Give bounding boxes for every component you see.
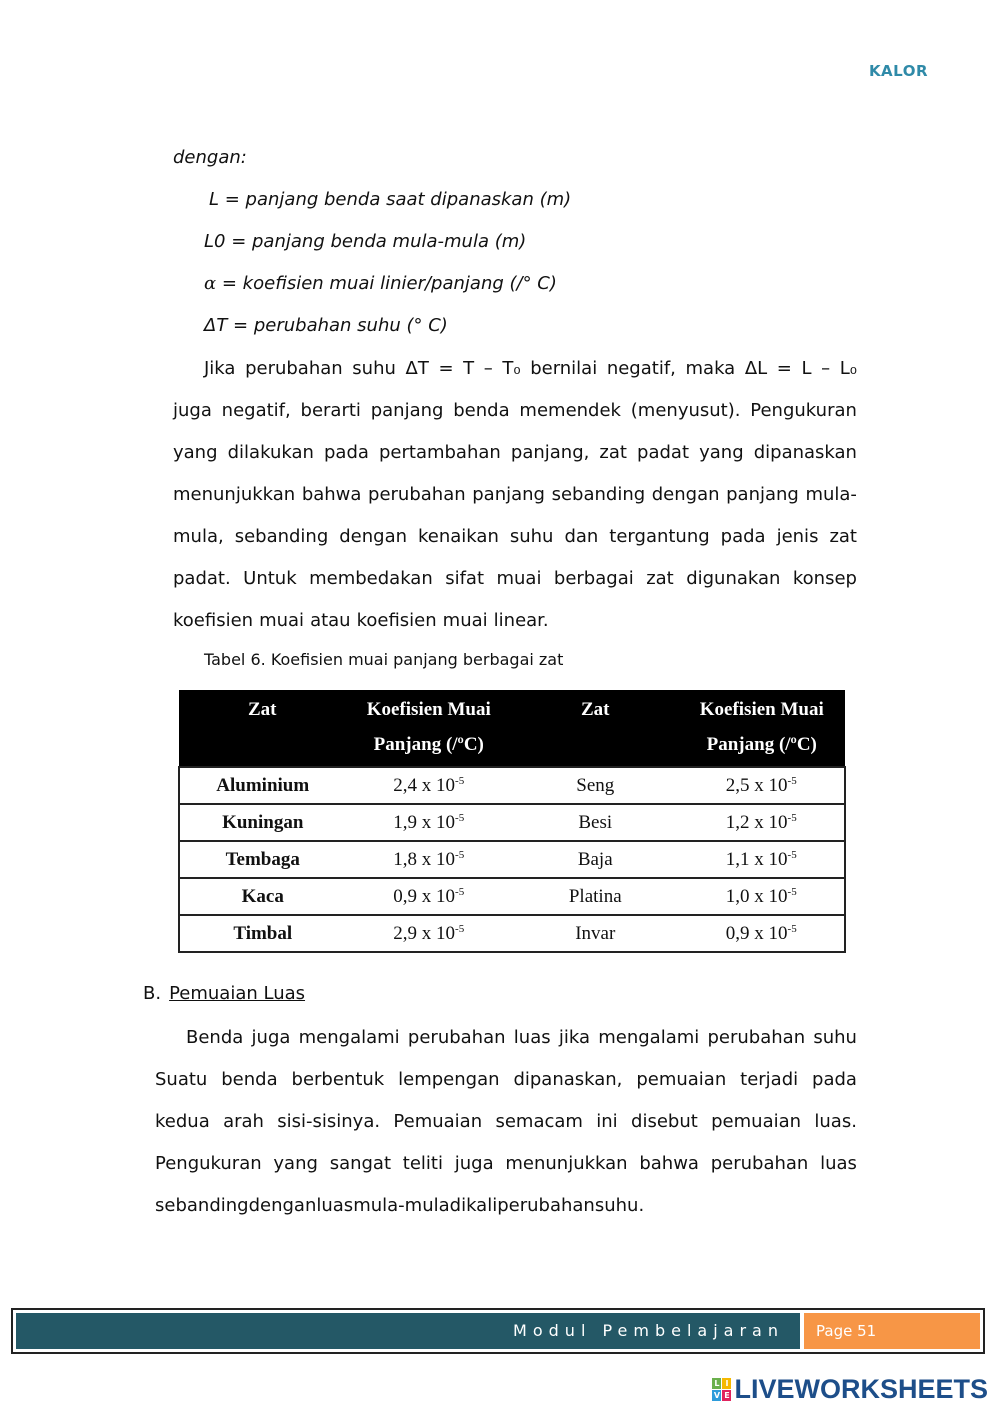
definition-item — [204, 263, 557, 305]
word: dikali — [449, 1195, 498, 1216]
word: terjadi — [740, 1069, 799, 1090]
paragraph-line — [173, 348, 857, 390]
header-zat-2 — [512, 690, 679, 767]
exponent: -5 — [787, 848, 797, 861]
word: negatif, — [221, 400, 291, 421]
table-row — [179, 767, 845, 804]
section-marker: B. — [143, 983, 162, 1004]
word: ΔT — [405, 358, 429, 379]
word: tergantung — [609, 526, 710, 547]
paragraph-line — [173, 558, 857, 600]
header-text: Panjang (/ºC) — [373, 734, 484, 755]
word: – — [483, 358, 493, 379]
word: = — [438, 358, 454, 379]
exponent: -5 — [455, 848, 465, 861]
word: sebanding — [234, 526, 329, 547]
word: panjang — [726, 484, 799, 505]
zat-cell — [179, 841, 346, 878]
word: negatif, — [606, 358, 676, 379]
paragraph-area-expansion — [155, 1017, 857, 1227]
exponent: -5 — [455, 885, 465, 898]
word: (menyusut). — [630, 400, 741, 421]
coefficient-cell — [679, 841, 846, 878]
word: Pengukuran — [750, 400, 857, 421]
header-text: Zat — [248, 699, 277, 720]
word: benda — [221, 1069, 278, 1090]
word: menunjukkan — [505, 1153, 628, 1174]
word: sisi-sisinya. — [277, 1111, 381, 1132]
zat-cell — [512, 804, 679, 841]
zat-cell-text: Tembaga — [225, 848, 300, 870]
coefficient-cell-text: 1,9 x 10 — [393, 811, 456, 833]
zat-cell — [179, 878, 346, 915]
exponent: -5 — [787, 774, 797, 787]
word: juga — [454, 1153, 494, 1174]
zat-cell — [512, 878, 679, 915]
coefficient-cell-text: 2,4 x 10 — [393, 774, 456, 796]
word: suhu — [813, 1027, 857, 1048]
logo-letter: V — [713, 1391, 721, 1400]
coefficient-cell-text: 1,8 x 10 — [393, 848, 456, 870]
word: mengalami — [598, 1027, 700, 1048]
word: atau — [310, 610, 351, 631]
paragraph-line — [155, 1101, 857, 1143]
paragraph-linear-expansion — [173, 348, 857, 642]
zat-cell-text: Kaca — [241, 885, 284, 907]
word: bahwa — [639, 1153, 699, 1174]
word: panjang — [370, 400, 444, 421]
word: pertambahan — [378, 442, 501, 463]
zat-cell — [179, 767, 346, 804]
word: Pemuaian — [393, 1111, 483, 1132]
coefficient-cell-text: 1,0 x 10 — [725, 885, 788, 907]
paragraph-line — [173, 474, 857, 516]
exponent: -5 — [455, 922, 465, 935]
coefficient-cell — [346, 804, 513, 841]
coefficient-cell-text: 0,9 x 10 — [725, 922, 788, 944]
word: sangat — [329, 1153, 392, 1174]
word: muai — [442, 610, 488, 631]
word: memendek — [519, 400, 621, 421]
paragraph-line — [155, 1185, 857, 1227]
zat-cell-text: Timbal — [233, 922, 293, 944]
zat-cell — [512, 767, 679, 804]
word: juga — [173, 400, 212, 421]
word: linear. — [493, 610, 549, 631]
zat-cell — [179, 804, 346, 841]
logo-letter: L — [714, 1379, 720, 1388]
word: disebut — [631, 1111, 698, 1132]
word: berbagai — [553, 568, 634, 589]
word: perubahan — [407, 1027, 506, 1048]
definition-text: = perubahan suhu (° C) — [227, 315, 448, 336]
header-text: Koefisien Muai — [366, 699, 491, 720]
word: luas. — [814, 1111, 857, 1132]
word: dengan — [651, 484, 720, 505]
definition-symbol: L0 — [204, 231, 226, 252]
table-row — [179, 915, 845, 952]
table-row — [179, 841, 845, 878]
table-caption: Tabel 6. Koefisien muai panjang berbagai zat — [204, 650, 564, 669]
word: zat — [646, 568, 674, 589]
word: – — [821, 358, 831, 379]
word: Suatu — [155, 1069, 208, 1090]
word: panjang — [472, 484, 545, 505]
definition-symbol: L — [209, 189, 220, 210]
coefficient-table — [178, 690, 846, 953]
word: suhu — [352, 358, 396, 379]
paragraph-line — [155, 1143, 857, 1185]
definitions-intro: dengan: — [173, 147, 247, 168]
zat-cell — [512, 915, 679, 952]
coefficient-cell-text: 2,9 x 10 — [393, 922, 456, 944]
word: konsep — [792, 568, 857, 589]
word: suhu. — [594, 1195, 645, 1216]
word: luas — [820, 1153, 857, 1174]
word: dilakukan — [227, 442, 314, 463]
coefficient-cell-text: 0,9 x 10 — [393, 885, 456, 907]
coefficient-cell-text: 2,5 x 10 — [725, 774, 788, 796]
word: sebanding — [155, 1195, 249, 1216]
word: yang — [699, 442, 744, 463]
word: lempengan — [398, 1069, 500, 1090]
section-b-heading — [143, 983, 305, 1004]
word: yang — [273, 1153, 318, 1174]
word: T₀ — [502, 358, 521, 379]
word: sifat — [445, 568, 485, 589]
coefficient-cell — [346, 915, 513, 952]
word: luas — [513, 1027, 551, 1048]
coefficient-cell — [346, 841, 513, 878]
exponent: -5 — [455, 811, 465, 824]
word: benda — [453, 400, 510, 421]
definition-text: = koefisien muai linier/panjang (/° C) — [216, 273, 557, 294]
coefficient-cell-text: 1,1 x 10 — [725, 848, 788, 870]
exponent: -5 — [455, 774, 465, 787]
coefficient-cell — [346, 767, 513, 804]
header-text: Panjang (/ºC) — [706, 734, 817, 755]
exponent: -5 — [787, 922, 797, 935]
word: jika — [558, 1027, 590, 1048]
coefficient-cell — [679, 878, 846, 915]
definition-symbol: ΔT — [204, 315, 228, 336]
word: kenaikan — [418, 526, 499, 547]
coefficient-cell-text: 1,2 x 10 — [725, 811, 788, 833]
word: padat. — [173, 568, 231, 589]
logo-letter: I — [722, 1378, 731, 1389]
zat-cell-text: Platina — [568, 885, 622, 907]
page-number: Page 51 — [804, 1313, 980, 1349]
definition-text: = panjang benda saat dipanaskan (m) — [219, 189, 572, 210]
word: pemuaian — [711, 1111, 802, 1132]
word: pemuaian — [636, 1069, 727, 1090]
zat-cell-text: Aluminium — [216, 774, 310, 796]
word: perubahan — [245, 358, 343, 379]
paragraph-line — [173, 390, 857, 432]
chapter-title: KALOR — [868, 62, 928, 80]
word: bernilai — [530, 358, 598, 379]
word: mengalami — [298, 1027, 400, 1048]
footer-bar — [16, 1313, 800, 1349]
header-koefisien-2 — [679, 690, 846, 767]
word: teliti — [402, 1153, 443, 1174]
definition-item — [209, 179, 571, 221]
word: maka — [685, 358, 736, 379]
word: dengan — [248, 1195, 317, 1216]
paragraph-line — [173, 600, 857, 642]
word: luas — [316, 1195, 354, 1216]
word: zat — [829, 526, 857, 547]
word: panjang, — [510, 442, 590, 463]
table-row — [179, 804, 845, 841]
word: perubahan — [497, 1195, 595, 1216]
liveworksheets-logo-icon — [712, 1378, 731, 1401]
word: berbentuk — [291, 1069, 385, 1090]
word: L₀ — [839, 358, 857, 379]
word: menunjukkan — [173, 484, 296, 505]
coefficient-cell — [679, 804, 846, 841]
exponent: -5 — [787, 885, 797, 898]
liveworksheets-watermark — [712, 1374, 988, 1405]
word: Benda — [186, 1027, 244, 1048]
paragraph-line — [173, 432, 857, 474]
table-row — [179, 878, 845, 915]
zat-cell — [512, 841, 679, 878]
header-zat-1 — [179, 690, 346, 767]
word: dipanaskan, — [513, 1069, 623, 1090]
word: membedakan — [309, 568, 433, 589]
word: pada — [323, 442, 369, 463]
zat-cell — [179, 915, 346, 952]
word: L — [801, 358, 812, 379]
word: perubahan — [368, 484, 466, 505]
paragraph-line — [173, 516, 857, 558]
word: ini — [596, 1111, 618, 1132]
word: juga — [251, 1027, 291, 1048]
paragraph-line — [155, 1017, 857, 1059]
definition-item — [204, 305, 448, 347]
word: berarti — [300, 400, 361, 421]
word: Jika — [204, 358, 236, 379]
word: kedua — [155, 1111, 210, 1132]
word: suhu — [509, 526, 554, 547]
word: sebanding — [551, 484, 646, 505]
word: Untuk — [243, 568, 297, 589]
word: muai — [496, 568, 542, 589]
word: padat — [637, 442, 690, 463]
word: Pengukuran — [155, 1153, 262, 1174]
exponent: -5 — [787, 811, 797, 824]
word: semacam — [495, 1111, 583, 1132]
zat-cell-text: Besi — [578, 811, 613, 833]
word: digunakan — [686, 568, 781, 589]
zat-cell-text: Baja — [577, 848, 613, 870]
header-text: Koefisien Muai — [699, 699, 824, 720]
paragraph-line — [155, 1059, 857, 1101]
coefficient-cell — [679, 767, 846, 804]
word: dan — [564, 526, 599, 547]
word: mula-mula — [353, 1195, 450, 1216]
footer-label: Modul Pembelajaran — [513, 1321, 784, 1340]
logo-letter: E — [724, 1391, 730, 1400]
word: arah — [223, 1111, 264, 1132]
definition-symbol: α — [204, 273, 217, 294]
word: pada — [812, 1069, 857, 1090]
header-koefisien-1 — [346, 690, 513, 767]
word: ΔL — [744, 358, 768, 379]
definition-text: = panjang benda mula-mula (m) — [225, 231, 527, 252]
table-header-row — [179, 690, 845, 767]
zat-cell-text: Invar — [575, 922, 616, 944]
header-text: Zat — [581, 699, 610, 720]
word: koefisien — [173, 610, 254, 631]
coefficient-cell — [346, 878, 513, 915]
zat-cell-text: Kuningan — [222, 811, 304, 833]
section-title: Pemuaian Luas — [169, 983, 306, 1004]
word: dipanaskan — [753, 442, 857, 463]
word: bahwa — [301, 484, 362, 505]
zat-cell-text: Seng — [576, 774, 615, 796]
word: yang — [173, 442, 218, 463]
word: mula, — [173, 526, 224, 547]
liveworksheets-text: LIVEWORKSHEETS — [734, 1374, 988, 1404]
word: mula- — [805, 484, 857, 505]
word: perubahan — [707, 1027, 806, 1048]
word: koefisien — [356, 610, 437, 631]
word: muai — [259, 610, 305, 631]
word: pada — [720, 526, 766, 547]
word: T — [463, 358, 475, 379]
definition-item — [204, 221, 526, 263]
coefficient-cell — [679, 915, 846, 952]
word: perubahan — [710, 1153, 809, 1174]
word: = — [776, 358, 792, 379]
word: dengan — [339, 526, 408, 547]
word: zat — [599, 442, 627, 463]
word: jenis — [776, 526, 819, 547]
